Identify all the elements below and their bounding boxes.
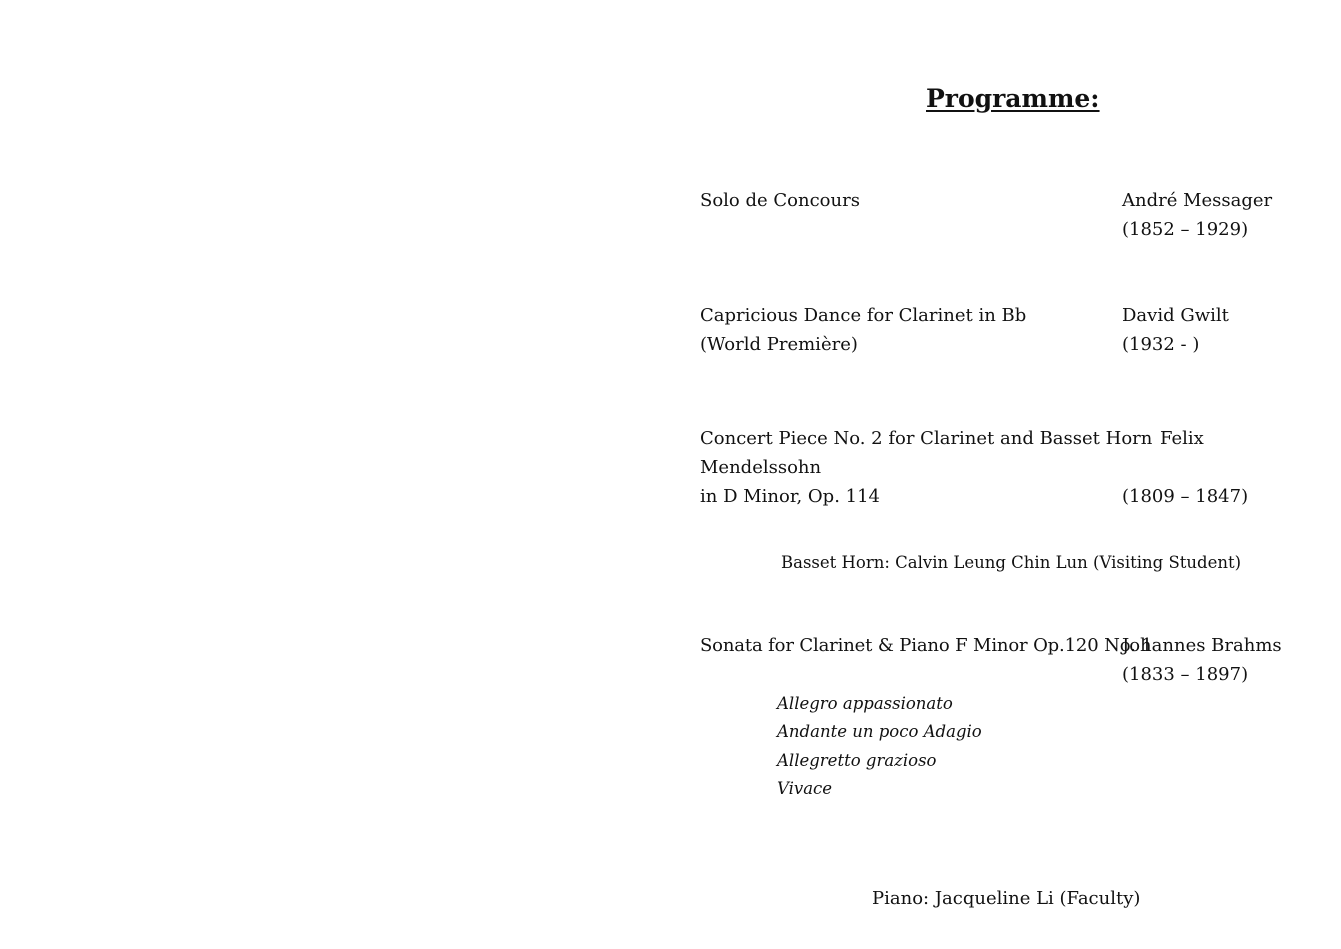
performer-credit: Basset Horn: Calvin Leung Chin Lun (Visiting Student): [781, 553, 1242, 572]
work-title: Concert Piece No. 2 for Clarinet and Basset Horn: [700, 428, 1153, 449]
work-note: (World Première): [700, 334, 858, 355]
movement-item: Vivace: [777, 779, 833, 798]
movement-item: Allegretto grazioso: [777, 751, 937, 770]
work-title: Capricious Dance for Clarinet in Bb: [700, 305, 1027, 326]
composer-name: Johannes Brahms: [1122, 635, 1282, 656]
composer-first-name: Felix: [1160, 428, 1204, 449]
composer-dates: (1809 – 1847): [1122, 486, 1249, 507]
movement-item: Andante un poco Adagio: [777, 722, 982, 741]
work-title: Sonata for Clarinet & Piano F Minor Op.120 No. 1: [700, 635, 1153, 656]
composer-dates: (1932 - ): [1122, 334, 1200, 355]
composer-last-name: Mendelssohn: [700, 457, 822, 478]
programme-title: Programme:: [926, 84, 1100, 113]
composer-name: André Messager: [1122, 190, 1273, 211]
composer-name: David Gwilt: [1122, 305, 1229, 326]
composer-dates: (1833 – 1897): [1122, 664, 1249, 685]
movement-item: Allegro appassionato: [777, 694, 953, 713]
work-title: Solo de Concours: [700, 190, 860, 211]
work-title-line2: in D Minor, Op. 114: [700, 486, 880, 507]
composer-dates: (1852 – 1929): [1122, 219, 1249, 240]
piano-credit: Piano: Jacqueline Li (Faculty): [872, 888, 1141, 909]
